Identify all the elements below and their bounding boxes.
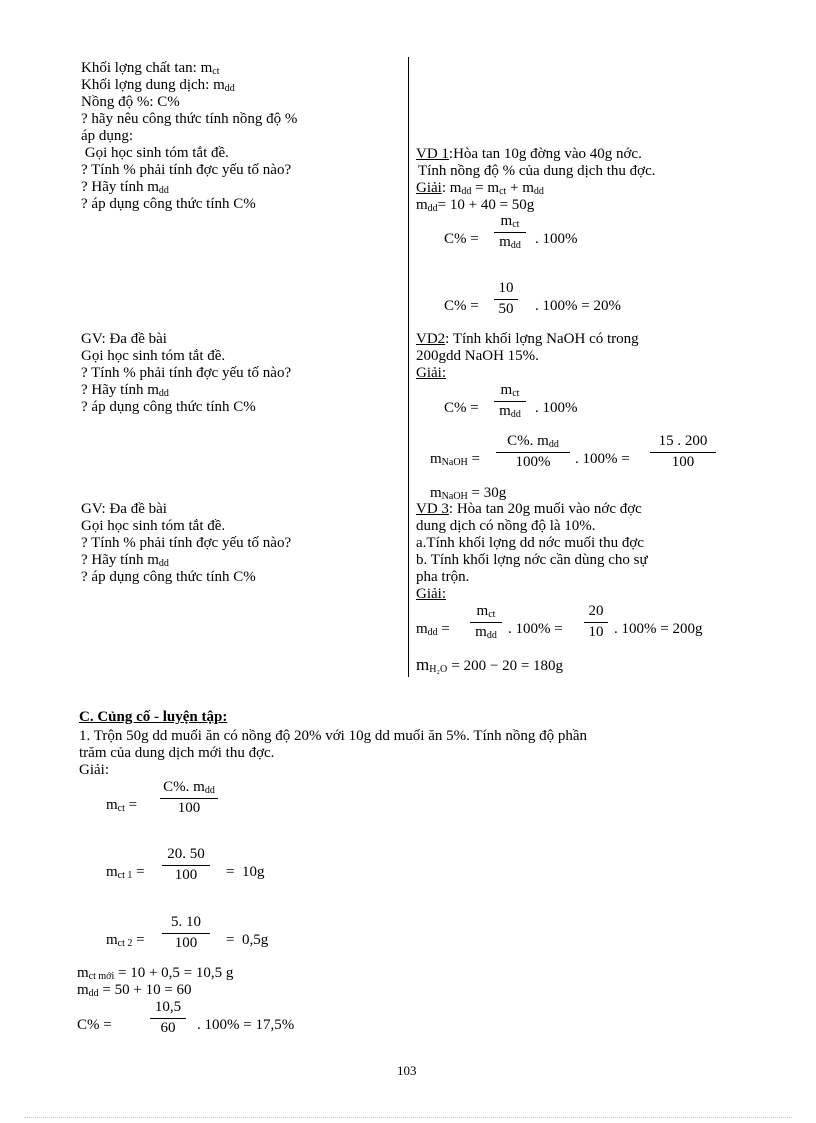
left-line: Khối lợng dung dịch: $m_{dd}$ (81, 77, 235, 94)
left-line: GV: Đa đề bài (81, 501, 167, 517)
cp-label: C% = (77, 1017, 112, 1033)
fraction: $m_{ct}$ $m_{dd}$ (468, 603, 504, 642)
fraction: C%. $m_{dd}$ 100% (494, 433, 572, 472)
vd2-mid: . 100% = (575, 451, 630, 467)
left-line: ? Tính % phải tính đợc yếu tố nào? (81, 535, 292, 551)
vd3-line: pha trộn. (416, 569, 470, 585)
fraction: C%. $m_{dd}$ 100 (158, 779, 220, 818)
left-line: ? Hãy tính $m_{dd}$ (81, 382, 169, 399)
mdd-line: $m_{dd} = 50 + 10 = 60$ (77, 982, 192, 999)
vd3-line: VD 3: Hòa tan 20g muối vào nớc đợc (416, 501, 642, 517)
left-line: ? Hãy tính $m_{dd}$ (81, 179, 169, 196)
vd2-line: 200gdd NaOH 15%. (416, 348, 539, 364)
left-line: ? áp dụng công thức tính C% (81, 569, 256, 585)
section-title: C. Củng cố - luyện tập: (79, 709, 228, 725)
page-number: 103 (397, 1063, 417, 1078)
left-line: áp dụng: (81, 128, 134, 144)
vd1-times: . 100% (535, 231, 578, 247)
mct-moi-line: $m_{ct mới} = 10 + 0,5 = 10,5$ g (77, 965, 234, 982)
left-line: ? Tính % phải tính đợc yếu tố nào? (81, 162, 292, 178)
vd3-line: dung dịch có nồng độ là 10%. (416, 518, 596, 534)
vd2-cpct: C% = (444, 400, 479, 416)
fraction: $m_{ct}$ $m_{dd}$ (492, 382, 528, 421)
section-paragraph: 1. Trộn 50g dd muối ăn có nồng độ 20% với 10g dd muối ăn 5%. Tính nồng độ phần (79, 728, 588, 744)
left-line: ? Tính % phải tính đợc yếu tố nào? (81, 365, 292, 381)
vd2-line: Giải: (416, 365, 446, 381)
left-line: ? hãy nêu công thức tính nồng độ % (81, 111, 298, 127)
left-line: Gọi học sinh tóm tắt đề. (81, 518, 226, 534)
mct-label: $m_{ct}$ = (106, 797, 138, 814)
vd3-line: b. Tính khối lợng nớc cần dùng cho sự (416, 552, 648, 568)
mct2-label: $m_{ct 2}$ = (106, 932, 145, 949)
vd3-mid: . 100% = (508, 621, 563, 637)
vd3-mdd: $m_{dd}$ = (416, 621, 450, 638)
vd3-line: a.Tính khối lợng dd nớc muối thu đợc (416, 535, 644, 551)
vd1-line: Tính nồng độ % của dung dịch thu đợc. (418, 163, 656, 179)
vd3-h2o: $m_{H_2O} = 200 - 20 = 180g$ (416, 655, 564, 675)
mct2-result: = 0,5g (226, 932, 269, 948)
left-line: Gọi học sinh tóm tắt đề. (81, 145, 229, 161)
fraction: 20 10 (582, 603, 610, 642)
vd1-result: . 100% = 20% (535, 298, 621, 314)
left-line: ? áp dụng công thức tính C% (81, 399, 256, 415)
left-line: Gọi học sinh tóm tắt đề. (81, 348, 226, 364)
vd3-result: . 100% = 200g (614, 621, 703, 637)
vd1-cpct: C% = (444, 231, 479, 247)
fraction: $m_{ct}$ $m_{dd}$ (492, 213, 528, 252)
left-line: ? áp dụng công thức tính C% (81, 196, 256, 212)
vd2-line: VD2: Tính khối lợng NaOH có trong (416, 331, 639, 347)
fraction: 10,5 60 (148, 999, 188, 1038)
vd2-times: . 100% (535, 400, 578, 416)
mct1-label: $m_{ct 1}$ = (106, 864, 145, 881)
left-line: Nồng độ %: C% (81, 94, 180, 110)
left-line: GV: Đa đề bài (81, 331, 167, 347)
section-giai: Giải: (79, 762, 109, 778)
section-paragraph: trăm của dung dịch mới thu đợc. (79, 745, 275, 761)
vd1-line: $m_{dd}= 10 + 40 = 50g$ (416, 197, 535, 214)
fraction: 5. 10 100 (160, 914, 212, 953)
fraction: 10 50 (492, 280, 520, 319)
left-line: ? Hãy tính $m_{dd}$ (81, 552, 169, 569)
fraction: 15 . 200 100 (648, 433, 718, 472)
vd2-mnaoh: $m_{NaOH}$ = (430, 451, 480, 468)
vd3-line: Giải: (416, 586, 446, 602)
column-divider (408, 57, 409, 677)
mct1-result: = 10g (226, 864, 265, 880)
left-line: Khối lợng chất tan: $m_{ct}$ (81, 60, 220, 77)
cp-result: . 100% = 17,5% (197, 1017, 295, 1033)
vd1-line: VD 1:Hòa tan 10g đờng vào 40g nớc. (416, 146, 642, 162)
fraction: 20. 50 100 (160, 846, 212, 885)
vd2-result: $m_{NaOH} = 30g$ (430, 485, 507, 502)
vd1-line: Giải: $m_{dd} = m_{ct} + m_{dd}$ (416, 180, 544, 197)
footer-rule (24, 1117, 792, 1118)
vd1-cpct: C% = (444, 298, 479, 314)
